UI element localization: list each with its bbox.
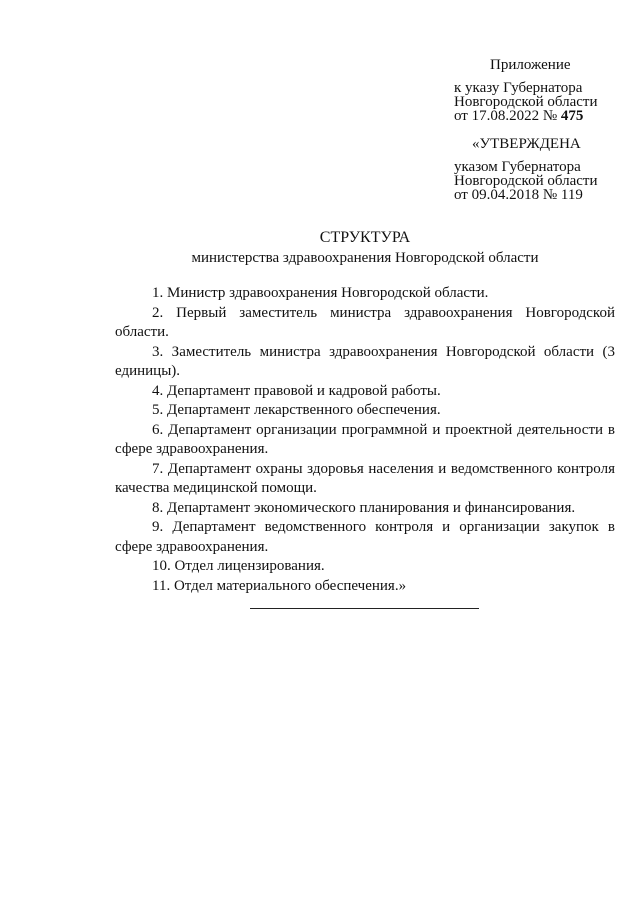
appendix-block (454, 58, 634, 123)
list-item: 11. Отдел материального обеспечения.» (152, 577, 407, 594)
list-item: 9. Департамент ведомственного контроля и организации закупок в сфере здравоохранения. (115, 519, 615, 555)
list-item: 3. Заместитель министра здравоохранения Новгородской области (3 единицы). (115, 343, 615, 379)
list-item: 2. Первый заместитель министра здравоохранения Новгородской области. (115, 304, 615, 340)
list-item: 10. Отдел лицензирования. (152, 558, 325, 574)
approval-line-2: Новгородской области (454, 173, 598, 189)
appendix-date-prefix: от 17.08.2022 № (454, 108, 561, 124)
appendix-number: 475 (560, 108, 584, 124)
approval-line-3: от 09.04.2018 № 119 (454, 187, 583, 203)
list-item: 4. Департамент правовой и кадровой работы. (152, 382, 441, 399)
list-item: 8. Департамент экономического планирования и финансирования. (152, 499, 576, 516)
document-subtitle: министерства здравоохранения Новгородской области (191, 250, 539, 266)
approval-title: «УТВЕРЖДЕНА (472, 136, 581, 152)
appendix-line-2: Новгородской области (454, 94, 598, 110)
appendix-date (454, 109, 634, 123)
approval-line-1: указом Губернатора (454, 159, 581, 175)
list-item: 1. Министр здравоохранения Новгородской области. (152, 285, 489, 301)
structure-list (115, 284, 615, 596)
list-item: 6. Департамент организации программной и проектной деятельности в сфере здравоохранения. (115, 421, 615, 457)
document-title: СТРУКТУРА (319, 229, 411, 246)
approval-block (454, 137, 634, 202)
closing-divider (250, 608, 479, 609)
appendix-title: Приложение (490, 57, 571, 73)
appendix-line-1: к указу Губернатора (454, 80, 583, 96)
list-item: 5. Департамент лекарственного обеспечения. (152, 402, 441, 418)
list-item: 7. Департамент охраны здоровья населения и ведомственного контроля качества медицинской помощи. (115, 460, 615, 496)
